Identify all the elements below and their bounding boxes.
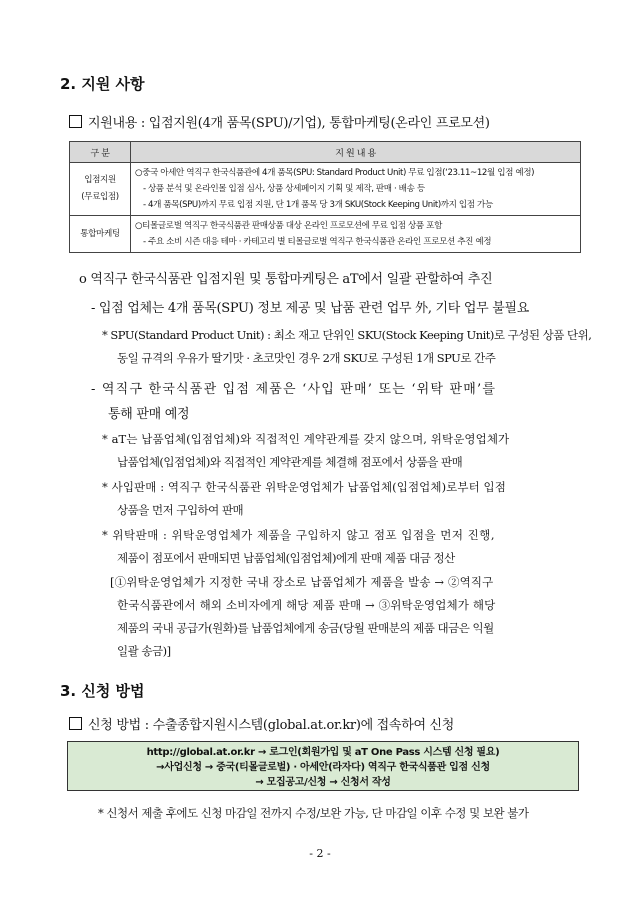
- note-line: * SPU(Standard Product Unit) : 최소 재고 단위인 SKU(Stock Keeping Unit)로 구성된 상품 단위,: [102, 328, 592, 342]
- table-cell-category: [70, 216, 131, 253]
- note-line: 동일 규격의 우유가 딸기맛 · 초코맛인 경우 2개 SKU로 구성된 1개 SPU로 간주: [117, 351, 496, 365]
- support-content-text: 지원내용 : 입점지원(4개 품목(SPU)/기업), 통합마케팅(온라인 프로모션): [88, 116, 490, 131]
- category-label: 통합마케팅: [80, 228, 120, 239]
- apply-content-text: 신청 방법 : 수출종합지원시스템(global.at.or.kr)에 접속하여 신청: [88, 718, 455, 733]
- flow-line: →사업신청 → 중국(티몰글로벌) · 아세안(라자다) 역직구 한국식품관 입점 신청: [156, 762, 490, 773]
- flow-line: http://global.at.or.kr → 로그인(회원가입 및 aT One Pass 시스템 신청 필요): [146, 747, 500, 758]
- table-header-content: 지 원 내 용: [131, 142, 581, 163]
- checkbox-square-icon: [69, 115, 82, 128]
- detail-line: - 주요 소비 시즌 대응 테마 · 카테고리 별 티몰글로벌 역직구 한국식품관 온라인 프로모션 추진 예정: [143, 237, 492, 247]
- note-line: * 사입판매 : 역직구 한국식품관 위탁운영업체가 납품업체(입점업체)로부터 입점: [102, 480, 506, 494]
- note-line: 상품을 먼저 구입하여 판매: [117, 503, 244, 517]
- bullet-line: 통해 판매 예정: [108, 407, 190, 422]
- flow-line: → 모집공고/신청 → 신청서 작성: [255, 777, 391, 788]
- checkbox-square-icon: [69, 717, 82, 730]
- section-heading-support: 2. 지원 사항: [60, 75, 145, 93]
- detail-line: ○중국 아세안 역직구 한국식품관에 4개 품목(SPU: Standard Product Unit) 무료 입점(‘23.11~12월 입점 예정): [135, 168, 535, 178]
- apply-content-line: [69, 714, 454, 733]
- table-cell-details: [131, 216, 581, 253]
- note-line: 제품이 점포에서 판매되면 납품업체(입점업체)에게 판매 제품 대금 정산: [117, 551, 455, 565]
- table-row: [70, 163, 581, 216]
- note-line: 제품의 국내 공급가(원화)를 납품업체에게 송금(당월 판매분의 제품 대금은 익월: [117, 621, 494, 635]
- section-heading-apply: 3. 신청 방법: [60, 682, 145, 700]
- note-line: * aT는 납품업체(입점업체)와 직접적인 계약관계를 갖지 않으며, 위탁운영업체가: [102, 432, 510, 446]
- bullet-line: - 역직구 한국식품관 입점 제품은 ‘사입 판매’ 또는 ‘위탁 판매’를: [91, 382, 497, 397]
- support-content-line: [69, 112, 490, 131]
- application-flow-box: [67, 741, 579, 791]
- apply-note: * 신청서 제출 후에도 신청 마감일 전까지 수정/보완 가능, 단 마감일 이후 수정 및 보완 불가: [98, 806, 529, 820]
- detail-line: ○티몰글로벌 역직구 한국식품관 판매상품 대상 온라인 프로모션에 무료 입점 상품 포함: [135, 221, 442, 231]
- detail-line: - 4개 품목(SPU)까지 무료 입점 지원, 단 1개 품목 당 3개 SKU(Stock Keeping Unit)까지 입점 가능: [143, 200, 493, 210]
- note-line: 한국식품관에서 해외 소비자에게 해당 제품 판매 → ③위탁운영업체가 해당: [117, 598, 496, 612]
- note-line: 납품업체(입점업체)와 직접적인 계약관계를 체결해 점포에서 상품을 판매: [117, 455, 463, 469]
- category-label: 입점지원: [84, 175, 116, 185]
- table-header-category: 구 분: [70, 142, 131, 163]
- support-table: [69, 141, 581, 253]
- note-line: [①위탁운영업체가 지정한 국내 장소로 납품업체가 제품을 발송 → ②역직구: [110, 575, 494, 589]
- table-cell-details: [131, 163, 581, 216]
- bullet-line: o 역직구 한국식품관 입점지원 및 통합마케팅은 aT에서 일괄 관할하여 추진: [79, 272, 493, 287]
- bullet-line: - 입점 업체는 4개 품목(SPU) 정보 제공 및 납품 관련 업무 外, 기타 업무 불필요: [91, 301, 529, 316]
- note-line: 일괄 송금)]: [117, 644, 171, 658]
- note-line: * 위탁판매 : 위탁운영업체가 제품을 구입하지 않고 점포 입점을 먼저 진행,: [102, 528, 495, 542]
- table-row: [70, 216, 581, 253]
- table-header-row: [70, 142, 581, 163]
- page-number: - 2 -: [309, 847, 331, 860]
- category-sublabel: (무료입점): [81, 192, 119, 202]
- table-cell-category: [70, 163, 131, 216]
- detail-line: - 상품 분석 및 온라인몰 입점 심사, 상품 상세페이지 기획 및 제작, 판매 · 배송 등: [143, 184, 425, 194]
